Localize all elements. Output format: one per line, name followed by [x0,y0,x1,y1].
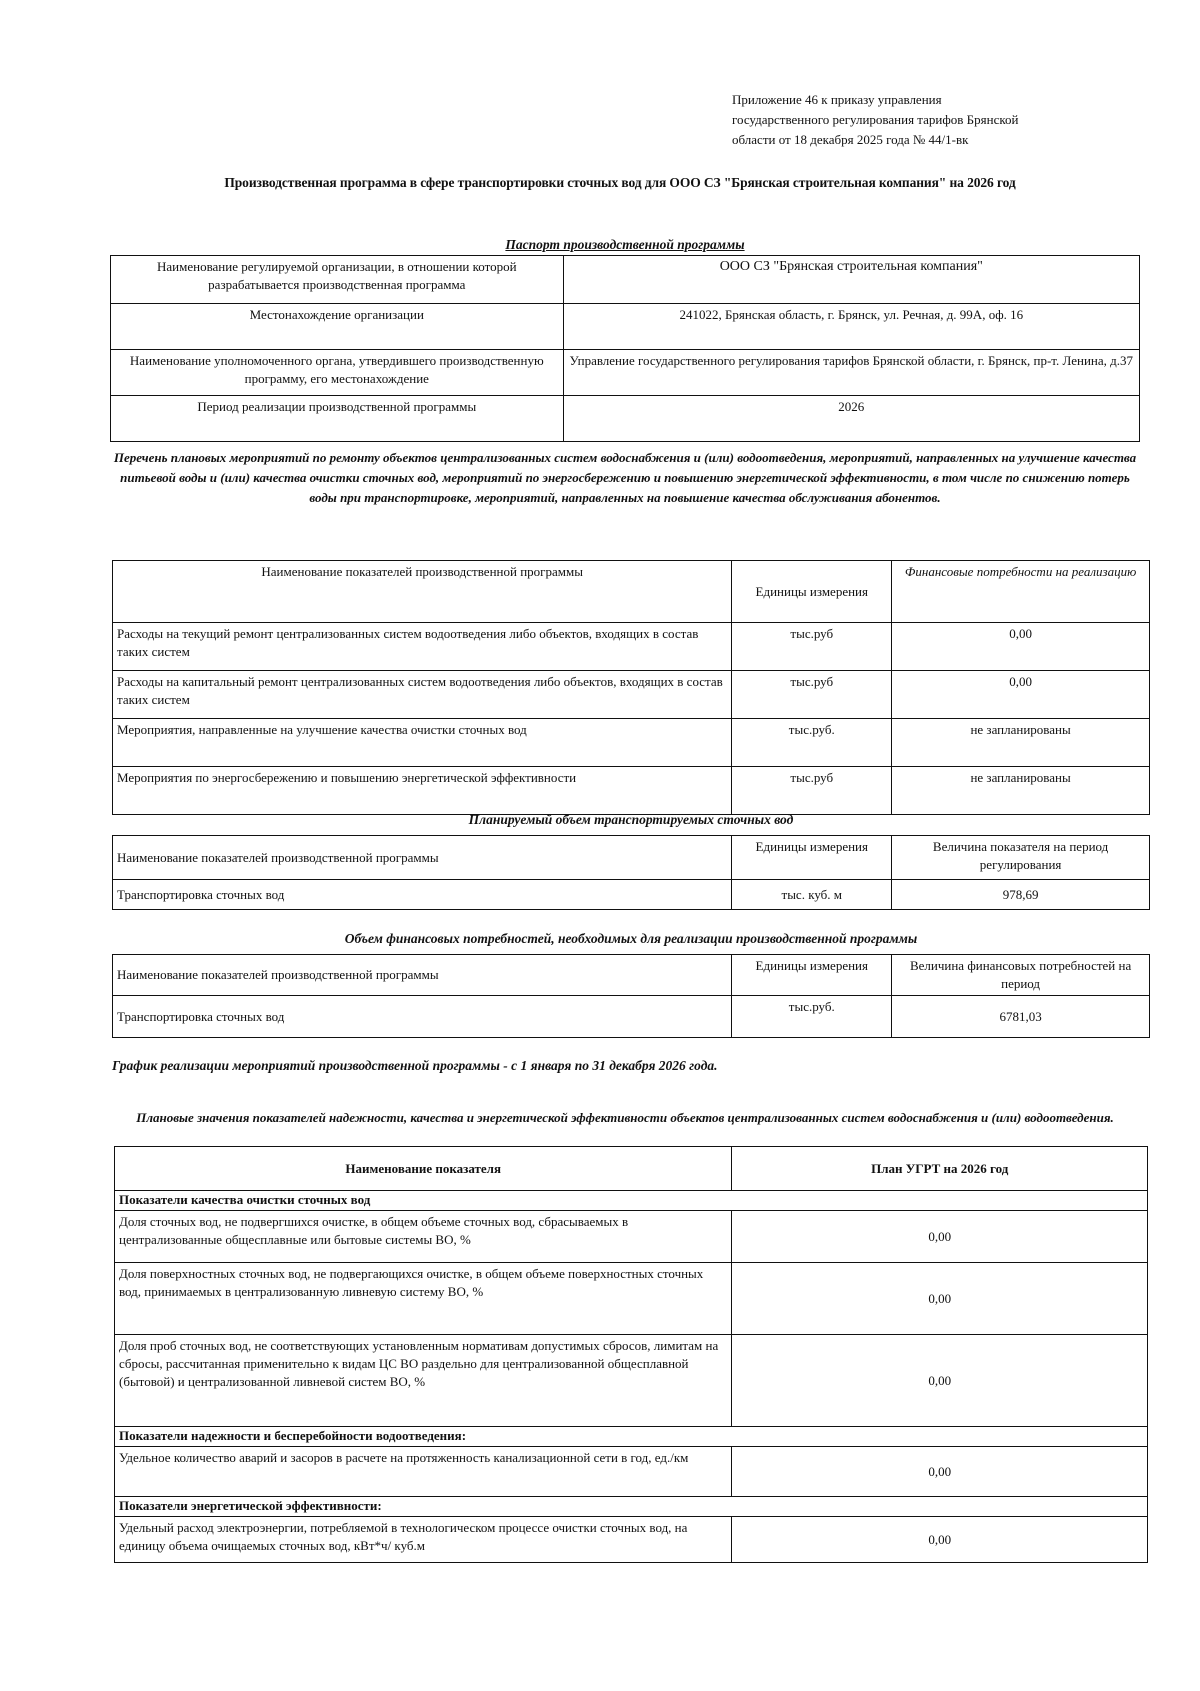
measure-name: Мероприятия по энергосбережению и повышению энергетической эффективности [113,767,732,815]
indicator-name: Удельный расход электроэнергии, потребляемой в технологическом процессе очистки сточных вод, на единицу объема очищаемых сточных вод, кВт*ч/ куб.м [115,1517,732,1563]
section-row [115,1427,1148,1447]
indicator-value: 0,00 [732,1517,1148,1563]
table-row [111,304,1140,350]
section-title: Показатели надежности и бесперебойности водоотведения: [115,1427,1148,1447]
indicator-name: Удельное количество аварий и засоров в расчете на протяженность канализационной сети в год, ед./км [115,1447,732,1497]
table-row [111,256,1140,304]
finance-name: Транспортировка сточных вод [113,996,732,1038]
passport-value: Управление государственного регулирования тарифов Брянской области, г. Брянск, пр-т. Ленина, д.37 [563,350,1139,396]
indicator-name: Доля поверхностных сточных вод, не подвергающихся очистке, в общем объеме поверхностных сточных вод, принимаемых в централизованную ливневую систему ВО, % [115,1263,732,1335]
column-header: Наименование показателей производственной программы [113,836,732,880]
column-header: Величина показателя на период регулирования [892,836,1150,880]
quality-table [114,1146,1148,1563]
indicator-value: 0,00 [732,1211,1148,1263]
passport-caption: Паспорт производственной программы [505,237,745,252]
passport-table [110,255,1140,442]
table-row [115,1447,1148,1497]
column-header: Величина финансовых потребностей на период [892,955,1150,996]
volume-caption: Планируемый объем транспортируемых сточных вод [468,812,794,827]
table-row [115,1147,1148,1191]
column-header: План УГРТ на 2026 год [732,1147,1148,1191]
indicator-value: 0,00 [732,1447,1148,1497]
table-row [115,1211,1148,1263]
volume-name: Транспортировка сточных вод [113,880,732,910]
indicator-value: 0,00 [732,1335,1148,1427]
measure-unit: тыс.руб [732,767,892,815]
section-row [115,1191,1148,1211]
passport-value: ООО СЗ "Брянская строительная компания" [563,256,1139,304]
measure-value: не запланированы [892,767,1150,815]
finance-unit: тыс.руб. [732,996,892,1038]
passport-label: Наименование уполномоченного органа, утвердившего производственную программу, его местонахождение [111,350,564,396]
table-row [115,1263,1148,1335]
table-row [113,767,1150,815]
column-header: Финансовые потребности на реализацию [892,561,1150,623]
section-title: Показатели качества очистки сточных вод [115,1191,1148,1211]
column-header: Наименование показателя [115,1147,732,1191]
column-header: Наименование показателей производственной программы [113,561,732,623]
indicator-value: 0,00 [732,1263,1148,1335]
finance-caption: Объем финансовых потребностей, необходимых для реализации производственной программы [344,931,918,946]
table-row [115,1517,1148,1563]
passport-value: 241022, Брянская область, г. Брянск, ул. Речная, д. 99А, оф. 16 [563,304,1139,350]
appendix-line: государственного регулирования тарифов Брянской [732,112,1019,127]
table-row [113,623,1150,671]
schedule-text: График реализации мероприятий производственной программы - с 1 января по 31 декабря 2026 года. [112,1058,718,1073]
passport-label: Местонахождение организации [111,304,564,350]
finance-table [112,954,1150,1038]
appendix-line: Приложение 46 к приказу управления [732,92,942,107]
measures-table [112,560,1150,815]
column-header: Единицы измерения [732,836,892,880]
passport-label: Период реализации производственной программы [111,396,564,442]
table-row [115,1335,1148,1427]
measures-caption: Перечень плановых мероприятий по ремонту объектов централизованных систем водоснабжения и (или) водоотведения, мероприятий, направленных на улучшение качества питьевой воды и (или) качества очистки сточных вод, мероприятий по энергосбережению и повышению энергетической эффективности, в том числе по снижению потерь воды при транспортировке, мероприятий, направленных на повышение качества обслуживания абонентов. [113,450,1137,505]
passport-label: Наименование регулируемой организации, в отношении которой разрабатывается производственная программа [111,256,564,304]
document-title: Производственная программа в сфере транспортировки сточных вод для ООО СЗ "Брянская строительная компания" на 2026 год [224,175,1016,190]
measure-unit: тыс.руб. [732,719,892,767]
measure-value: не запланированы [892,719,1150,767]
column-header: Единицы измерения [732,955,892,996]
volume-table [112,835,1150,910]
table-row [113,671,1150,719]
table-row [111,396,1140,442]
section-title: Показатели энергетической эффективности: [115,1497,1148,1517]
measure-value: 0,00 [892,623,1150,671]
finance-value: 6781,03 [892,996,1150,1038]
column-header: Единицы измерения [732,561,892,623]
indicator-name: Доля проб сточных вод, не соответствующих установленным нормативам допустимых сбросов, лимитам на сбросы, рассчитанная применительно к видам ЦС ВО раздельно для централизованной общесплавной (бытовой) и централизованной ливневой систем ВО, % [115,1335,732,1427]
section-row [115,1497,1148,1517]
measure-value: 0,00 [892,671,1150,719]
table-row [113,955,1150,996]
measure-unit: тыс.руб [732,671,892,719]
volume-unit: тыс. куб. м [732,880,892,910]
passport-value: 2026 [563,396,1139,442]
table-row [113,880,1150,910]
volume-value: 978,69 [892,880,1150,910]
measure-unit: тыс.руб [732,623,892,671]
appendix-line: области от 18 декабря 2025 года № 44/1-вк [732,132,969,147]
column-header: Наименование показателей производственной программы [113,955,732,996]
measure-name: Расходы на текущий ремонт централизованных систем водоотведения либо объектов, входящих в состав таких систем [113,623,732,671]
table-row [113,996,1150,1038]
table-row [113,719,1150,767]
table-row [111,350,1140,396]
quality-caption: Плановые значения показателей надежности, качества и энергетической эффективности объектов централизованных систем водоснабжения и (или) водоотведения. [136,1110,1114,1125]
measure-name: Расходы на капитальный ремонт централизованных систем водоотведения либо объектов, входящих в состав таких систем [113,671,732,719]
table-row [113,561,1150,623]
appendix-note [732,90,1132,150]
measure-name: Мероприятия, направленные на улучшение качества очистки сточных вод [113,719,732,767]
indicator-name: Доля сточных вод, не подвергшихся очистке, в общем объеме сточных вод, сбрасываемых в централизованные общесплавные или бытовые системы ВО, % [115,1211,732,1263]
table-row [113,836,1150,880]
